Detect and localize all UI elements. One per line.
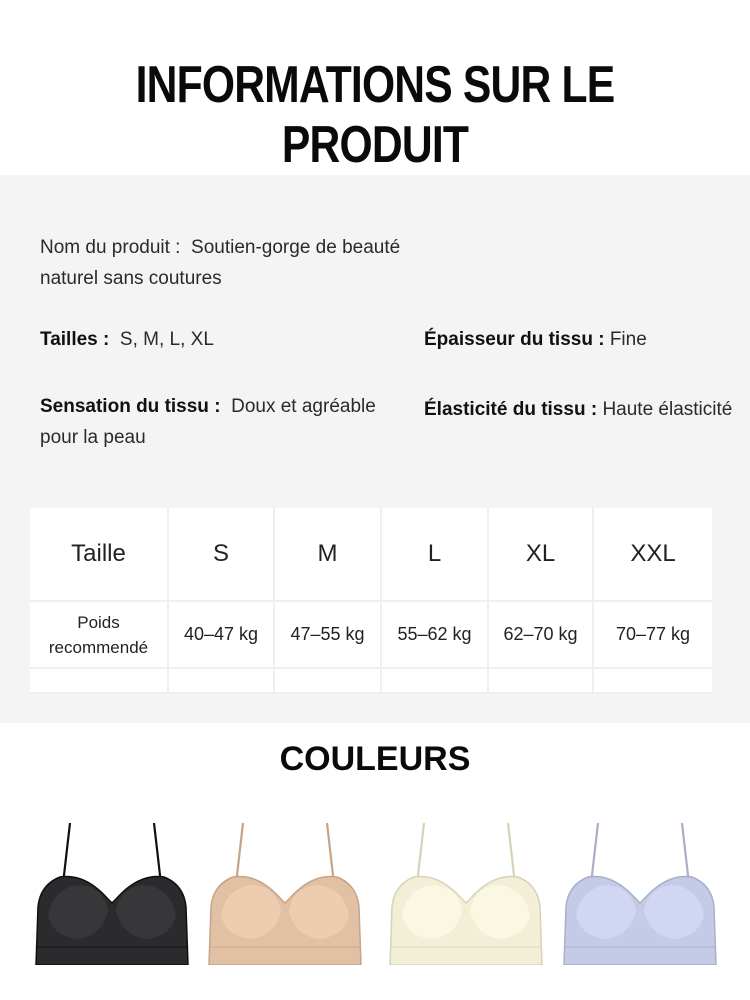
weight-row — [30, 601, 712, 668]
bra-lavender-icon — [558, 815, 722, 965]
weight-cell: 70–77 kg — [593, 601, 712, 668]
product-name-label: Nom du produit : — [40, 237, 181, 258]
bra-nude-icon — [203, 815, 367, 965]
thickness-row — [424, 324, 647, 355]
size-header-label: Taille — [30, 508, 168, 601]
page-title: INFORMATIONS SUR LE PRODUIT — [135, 56, 615, 174]
size-header-row — [30, 508, 712, 601]
weight-label-line1: Poids — [77, 612, 120, 632]
thickness-label: Épaisseur du tissu : — [424, 329, 605, 350]
product-name-value-2: naturel sans coutures — [40, 268, 222, 289]
weight-cell: 62–70 kg — [488, 601, 593, 668]
weight-cell: 40–47 kg — [168, 601, 274, 668]
table-spacer-row — [30, 668, 712, 693]
size-cell: M — [274, 508, 381, 601]
elasticity-value: Haute élasticité — [602, 399, 733, 420]
feel-value: Doux et agréable — [231, 396, 376, 417]
size-cell: S — [168, 508, 274, 601]
weight-label-line2: recommendé — [48, 637, 149, 657]
product-name-row — [40, 232, 400, 294]
size-cell: XL — [488, 508, 593, 601]
size-table — [30, 508, 712, 694]
weight-cell: 47–55 kg — [274, 601, 381, 668]
feel-label: Sensation du tissu : — [40, 396, 221, 417]
product-name-value: Soutien-gorge de beauté — [191, 237, 401, 258]
elasticity-label: Élasticité du tissu : — [424, 399, 598, 420]
size-cell: XXL — [593, 508, 712, 601]
sizes-row — [40, 324, 214, 355]
sizes-value: S, M, L, XL — [119, 329, 214, 350]
weight-row-label — [30, 601, 168, 668]
elasticity-row — [424, 394, 732, 425]
sizes-label: Tailles : — [40, 329, 110, 350]
colors-title: COULEURS — [279, 740, 471, 778]
bra-black-icon — [30, 815, 194, 965]
bra-ivory-icon — [384, 815, 548, 965]
size-cell: L — [381, 508, 488, 601]
weight-cell: 55–62 kg — [381, 601, 488, 668]
thickness-value: Fine — [609, 329, 647, 350]
feel-value-2: pour la peau — [40, 427, 146, 448]
feel-row — [40, 391, 376, 453]
